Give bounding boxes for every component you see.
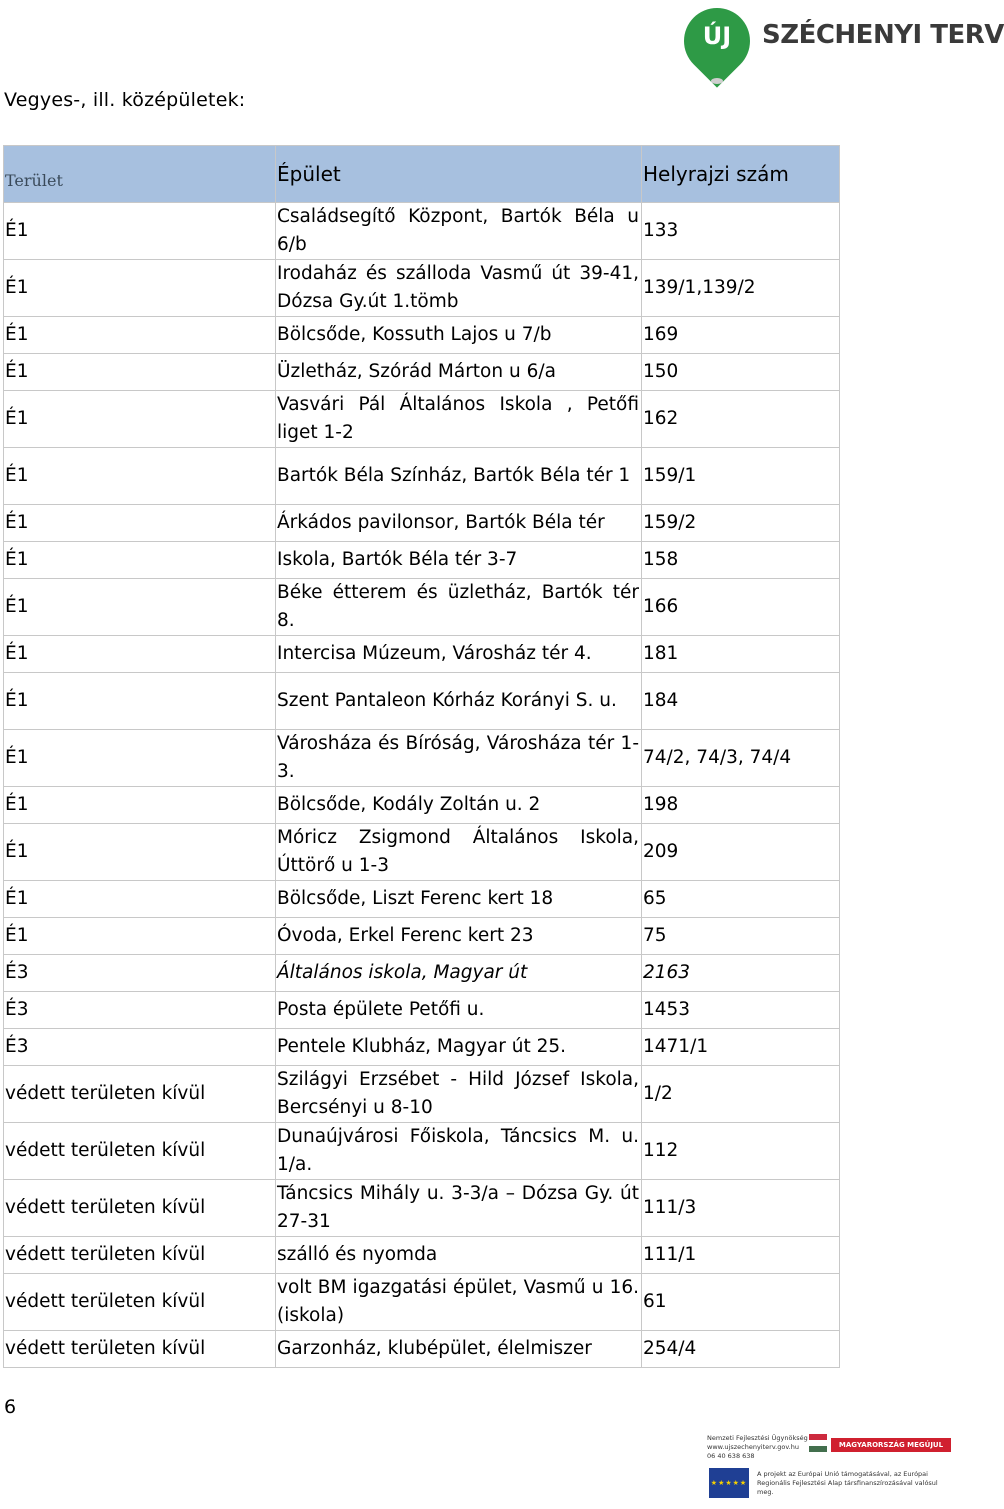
table-row bbox=[4, 1274, 840, 1331]
agency-line: 06 40 638 638 bbox=[707, 1452, 755, 1460]
cell-building: Üzletház, Szórád Márton u 6/a bbox=[276, 354, 642, 391]
table-row bbox=[4, 579, 840, 636]
cell-parcel-number: 254/4 bbox=[642, 1331, 840, 1368]
pin-shadow bbox=[711, 78, 723, 84]
cell-building: Családsegítő Központ, Bartók Béla u 6/b bbox=[276, 203, 642, 260]
cell-parcel-number: 75 bbox=[642, 918, 840, 955]
eu-funding-note: A projekt az Európai Unió támogatásával, az Európai Regionális Fejlesztési Alap társfinanszírozásával valósul meg. bbox=[757, 1470, 938, 1496]
cell-area: védett területen kívül bbox=[4, 1331, 276, 1368]
table-row bbox=[4, 203, 840, 260]
table-row bbox=[4, 448, 840, 505]
table-row bbox=[4, 1180, 840, 1237]
cell-parcel-number: 1/2 bbox=[642, 1066, 840, 1123]
hungary-badge: MAGYARORSZÁG MEGÚJUL bbox=[831, 1438, 951, 1452]
cell-area: védett területen kívül bbox=[4, 1123, 276, 1180]
cell-area: É1 bbox=[4, 673, 276, 730]
table-row bbox=[4, 317, 840, 354]
agency-info bbox=[707, 1434, 808, 1461]
table-row bbox=[4, 1029, 840, 1066]
cell-area: É1 bbox=[4, 317, 276, 354]
cell-building: Bartók Béla Színház, Bartók Béla tér 1 bbox=[276, 448, 642, 505]
cell-area: É1 bbox=[4, 203, 276, 260]
cell-area: É1 bbox=[4, 579, 276, 636]
cell-area: É1 bbox=[4, 918, 276, 955]
cell-building: Táncsics Mihály u. 3-3/a – Dózsa Gy. út 27-31 bbox=[276, 1180, 642, 1237]
cell-parcel-number: 112 bbox=[642, 1123, 840, 1180]
cell-area: É1 bbox=[4, 824, 276, 881]
eu-flag-icon: ★★★★★ bbox=[709, 1468, 749, 1498]
cell-building: Irodaház és szálloda Vasmű út 39-41, Dózsa Gy.út 1.tömb bbox=[276, 260, 642, 317]
logo-pin-text: ÚJ bbox=[702, 22, 732, 50]
cell-building: Szent Pantaleon Kórház Korányi S. u. bbox=[276, 673, 642, 730]
cell-parcel-number: 162 bbox=[642, 391, 840, 448]
cell-area: É1 bbox=[4, 542, 276, 579]
cell-building: Móricz Zsigmond Általános Iskola, Úttörő u 1-3 bbox=[276, 824, 642, 881]
cell-building: Bölcsőde, Liszt Ferenc kert 18 bbox=[276, 881, 642, 918]
table-row bbox=[4, 992, 840, 1029]
table-row bbox=[4, 1237, 840, 1274]
cell-building: Béke étterem és üzletház, Bartók tér 8. bbox=[276, 579, 642, 636]
cell-area: védett területen kívül bbox=[4, 1180, 276, 1237]
szechenyi-terv-logo bbox=[684, 2, 1004, 88]
cell-parcel-number: 133 bbox=[642, 203, 840, 260]
cell-parcel-number: 2163 bbox=[642, 955, 840, 992]
cell-parcel-number: 1453 bbox=[642, 992, 840, 1029]
table-row bbox=[4, 824, 840, 881]
agency-line: Nemzeti Fejlesztési Ügynökség bbox=[707, 1434, 808, 1442]
logo-wordmark: SZÉCHENYI TERV bbox=[762, 20, 1004, 50]
cell-area: É1 bbox=[4, 787, 276, 824]
cell-building: Városháza és Bíróság, Városháza tér 1-3. bbox=[276, 730, 642, 787]
cell-parcel-number: 111/1 bbox=[642, 1237, 840, 1274]
cell-parcel-number: 159/1 bbox=[642, 448, 840, 505]
cell-parcel-number: 139/1,139/2 bbox=[642, 260, 840, 317]
cell-area: védett területen kívül bbox=[4, 1274, 276, 1331]
buildings-table bbox=[3, 145, 840, 1368]
table-row bbox=[4, 955, 840, 992]
cell-building: Dunaújvárosi Főiskola, Táncsics M. u. 1/a. bbox=[276, 1123, 642, 1180]
cell-parcel-number: 74/2, 74/3, 74/4 bbox=[642, 730, 840, 787]
cell-area: É1 bbox=[4, 391, 276, 448]
cell-building: Árkádos pavilonsor, Bartók Béla tér bbox=[276, 505, 642, 542]
table-row bbox=[4, 673, 840, 730]
cell-area: É1 bbox=[4, 260, 276, 317]
cell-building: Garzonház, klubépület, élelmiszer bbox=[276, 1331, 642, 1368]
cell-building: Intercisa Múzeum, Városház tér 4. bbox=[276, 636, 642, 673]
table-row bbox=[4, 787, 840, 824]
cell-building: Bölcsőde, Kossuth Lajos u 7/b bbox=[276, 317, 642, 354]
cell-parcel-number: 150 bbox=[642, 354, 840, 391]
header-parcel-number: Helyrajzi szám bbox=[642, 146, 840, 203]
cell-building: Bölcsőde, Kodály Zoltán u. 2 bbox=[276, 787, 642, 824]
cell-area: É1 bbox=[4, 354, 276, 391]
cell-area: É1 bbox=[4, 730, 276, 787]
cell-area: É1 bbox=[4, 881, 276, 918]
table-header-row bbox=[4, 146, 840, 203]
cell-building: Pentele Klubház, Magyar út 25. bbox=[276, 1029, 642, 1066]
table-row bbox=[4, 636, 840, 673]
cell-area: É1 bbox=[4, 505, 276, 542]
cell-parcel-number: 181 bbox=[642, 636, 840, 673]
table-row bbox=[4, 730, 840, 787]
cell-area: É3 bbox=[4, 992, 276, 1029]
cell-building: Iskola, Bartók Béla tér 3-7 bbox=[276, 542, 642, 579]
cell-parcel-number: 166 bbox=[642, 579, 840, 636]
cell-parcel-number: 159/2 bbox=[642, 505, 840, 542]
table-row bbox=[4, 881, 840, 918]
table-row bbox=[4, 1066, 840, 1123]
cell-building: Vasvári Pál Általános Iskola , Petőfi liget 1-2 bbox=[276, 391, 642, 448]
cell-area: É1 bbox=[4, 448, 276, 505]
header-area: Terület bbox=[4, 146, 276, 203]
cell-parcel-number: 65 bbox=[642, 881, 840, 918]
cell-area: védett területen kívül bbox=[4, 1237, 276, 1274]
table-row bbox=[4, 505, 840, 542]
agency-line: www.ujszechenyiterv.gov.hu bbox=[707, 1443, 799, 1451]
cell-parcel-number: 169 bbox=[642, 317, 840, 354]
cell-parcel-number: 158 bbox=[642, 542, 840, 579]
cell-building: Óvoda, Erkel Ferenc kert 23 bbox=[276, 918, 642, 955]
header-building: Épület bbox=[276, 146, 642, 203]
cell-building: volt BM igazgatási épület, Vasmű u 16. (iskola) bbox=[276, 1274, 642, 1331]
cell-parcel-number: 184 bbox=[642, 673, 840, 730]
page-number: 6 bbox=[4, 1396, 17, 1418]
cell-building: Posta épülete Petőfi u. bbox=[276, 992, 642, 1029]
funding-logos bbox=[705, 1428, 955, 1504]
cell-building: Általános iskola, Magyar út bbox=[276, 955, 642, 992]
cell-parcel-number: 1471/1 bbox=[642, 1029, 840, 1066]
cell-parcel-number: 209 bbox=[642, 824, 840, 881]
hungarian-flag-icon bbox=[809, 1434, 827, 1452]
cell-area: É3 bbox=[4, 1029, 276, 1066]
cell-parcel-number: 61 bbox=[642, 1274, 840, 1331]
table-row bbox=[4, 918, 840, 955]
cell-area: védett területen kívül bbox=[4, 1066, 276, 1123]
cell-building: Szilágyi Erzsébet - Hild József Iskola, Bercsényi u 8-10 bbox=[276, 1066, 642, 1123]
table-row bbox=[4, 391, 840, 448]
table-row bbox=[4, 542, 840, 579]
table-row bbox=[4, 354, 840, 391]
table-row bbox=[4, 1123, 840, 1180]
cell-parcel-number: 198 bbox=[642, 787, 840, 824]
section-heading: Vegyes-, ill. középületek: bbox=[4, 89, 246, 111]
cell-building: szálló és nyomda bbox=[276, 1237, 642, 1274]
cell-parcel-number: 111/3 bbox=[642, 1180, 840, 1237]
table-row bbox=[4, 260, 840, 317]
cell-area: É3 bbox=[4, 955, 276, 992]
cell-area: É1 bbox=[4, 636, 276, 673]
table-row bbox=[4, 1331, 840, 1368]
